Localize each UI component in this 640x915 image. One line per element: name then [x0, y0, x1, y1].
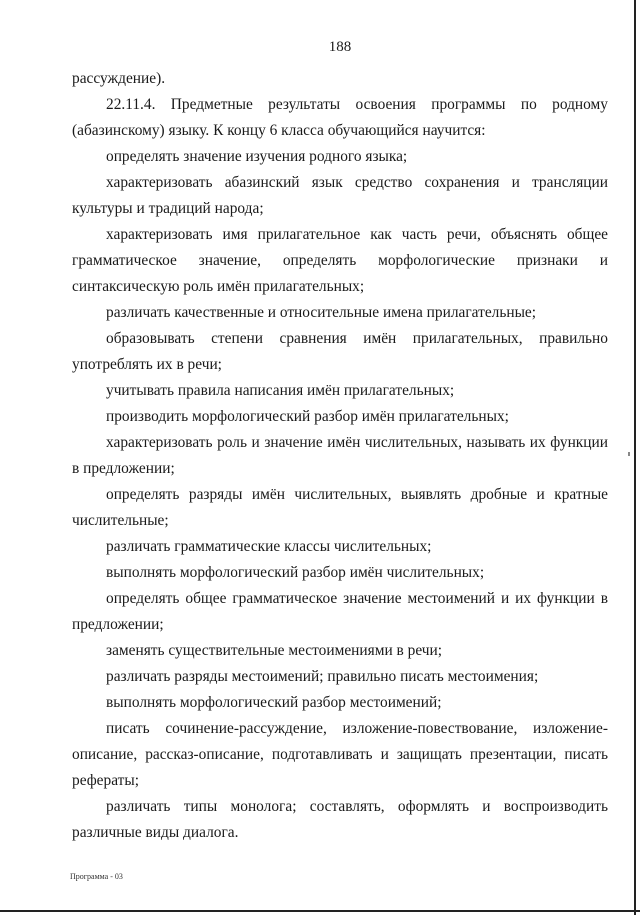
paragraph: определять разряды имён числительных, выявлять дробные и кратные числительные; [72, 486, 608, 529]
paragraph: различать типы монолога; составлять, оформлять и воспроизводить различные виды диалога. [72, 798, 608, 841]
paragraph: различать разряды местоимений; правильно писать местоимения; [106, 668, 539, 685]
paragraph: характеризовать имя прилагательное как часть речи, объяснять общее грамматическое значение, определять морфологические признаки и синтаксическую роль имён прилагательных; [72, 226, 608, 295]
paragraph: определять значение изучения родного языка; [106, 148, 408, 165]
paragraph: производить морфологический разбор имён прилагательных; [106, 408, 509, 425]
paragraph: выполнять морфологический разбор имён числительных; [106, 564, 485, 581]
paragraph: различать качественные и относительные имена прилагательные; [106, 304, 537, 321]
paragraph: различать грамматические классы числительных; [106, 538, 432, 555]
paragraph: писать сочинение-рассуждение, изложение-повествование, изложение-описание, рассказ-описание, подготавливать и защищать презентации, писать рефераты; [72, 720, 608, 789]
paragraph: выполнять морфологический разбор местоимений; [106, 694, 442, 711]
document-body [72, 66, 608, 846]
paragraph: определять общее грамматическое значение местоимений и их функции в предложении; [72, 590, 608, 633]
paragraph: 22.11.4. Предметные результаты освоения программы по родному (абазинскому) языку. К концу 6 класса обучающийся научится: [72, 96, 608, 139]
paragraph: характеризовать роль и значение имён числительных, называть их функции в предложении; [72, 434, 608, 477]
paragraph: образовывать степени сравнения имён прилагательных, правильно употреблять их в речи; [72, 330, 608, 373]
paragraph: рассуждение). [72, 70, 166, 87]
scan-edge-right [634, 0, 636, 915]
page-number: 188 [328, 39, 352, 55]
paragraph: учитывать правила написания имён прилагательных; [106, 382, 455, 399]
footer-label: Программа - 03 [70, 872, 123, 881]
scan-edge-bottom [0, 910, 640, 912]
paragraph: характеризовать абазинский язык средство сохранения и трансляции культуры и традиций народа; [72, 174, 608, 217]
paragraph: заменять существительные местоимениями в речи; [106, 642, 443, 659]
scan-speck [628, 452, 630, 456]
